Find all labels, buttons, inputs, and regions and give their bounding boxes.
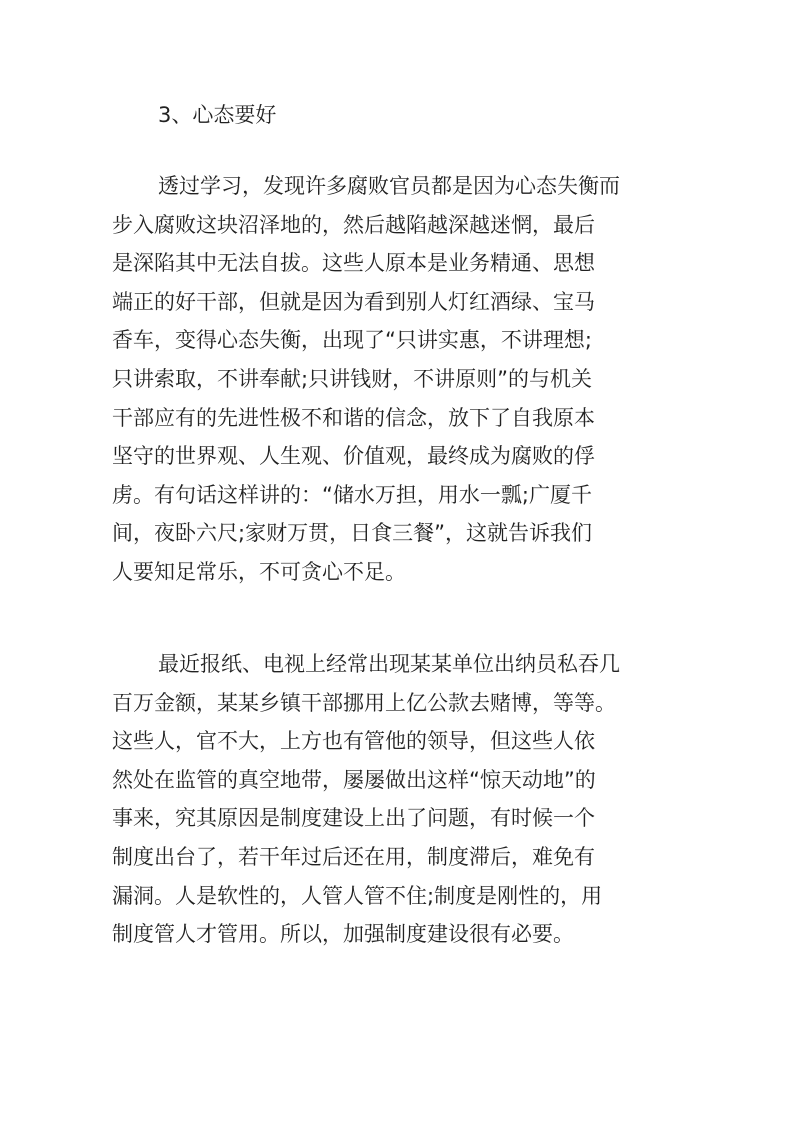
paragraph-line: 间，夜卧六尺;家财万贯，日食三餐”，这就告诉我们 [112,521,592,546]
paragraph-line: 这些人，官不大，上方也有管他的领导，但这些人依 [112,729,595,754]
paragraph-line: 最近报纸、电视上经常出现某某单位出纳员私吞几 [158,652,620,676]
paragraph-line: 香车，变得心态失衡，出现了“只讲实惠，不讲理想; [112,328,592,353]
paragraph-line: 虏。有句话这样讲的：“储水万担，用水一瓢;广厦千 [112,482,592,507]
paragraph-line: 然处在监管的真空地带，屡屡做出这样“惊天动地”的 [112,767,596,792]
paragraph-line: 透过学习，发现许多腐败官员都是因为心态失衡而 [158,174,620,198]
paragraph-line: 人要知足常乐，不可贪心不足。 [112,559,406,584]
paragraph-line: 百万金额，某某乡镇干部挪用上亿公款去赌博，等等。 [112,690,616,715]
paragraph-line: 是深陷其中无法自拔。这些人原本是业务精通、思想 [112,251,595,276]
section-heading: 3、心态要好 [158,103,277,127]
paragraph-line: 漏洞。人是软性的，人管人管不住;制度是刚性的，用 [112,883,603,908]
paragraph-line: 制度管人才管用。所以，加强制度建设很有必要。 [112,922,574,947]
paragraph-mindset [112,167,680,592]
paragraph-system-building [112,645,680,954]
paragraph-line: 事来，究其原因是制度建设上出了问题，有时候一个 [112,806,595,831]
paragraph-line: 坚守的世界观、人生观、价值观，最终成为腐败的俘 [112,444,595,469]
paragraph-line: 干部应有的先进性极不和谐的信念，放下了自我原本 [112,405,595,430]
paragraph-line: 端正的好干部，但就是因为看到别人灯红酒绿、宝马 [112,289,595,314]
paragraph-line: 制度出台了，若干年过后还在用，制度滞后，难免有 [112,844,595,869]
paragraph-line: 只讲索取，不讲奉献;只讲钱财，不讲原则”的与机关 [112,366,592,391]
paragraph-line: 步入腐败这块沼泽地的，然后越陷越深越迷惘，最后 [112,212,595,237]
